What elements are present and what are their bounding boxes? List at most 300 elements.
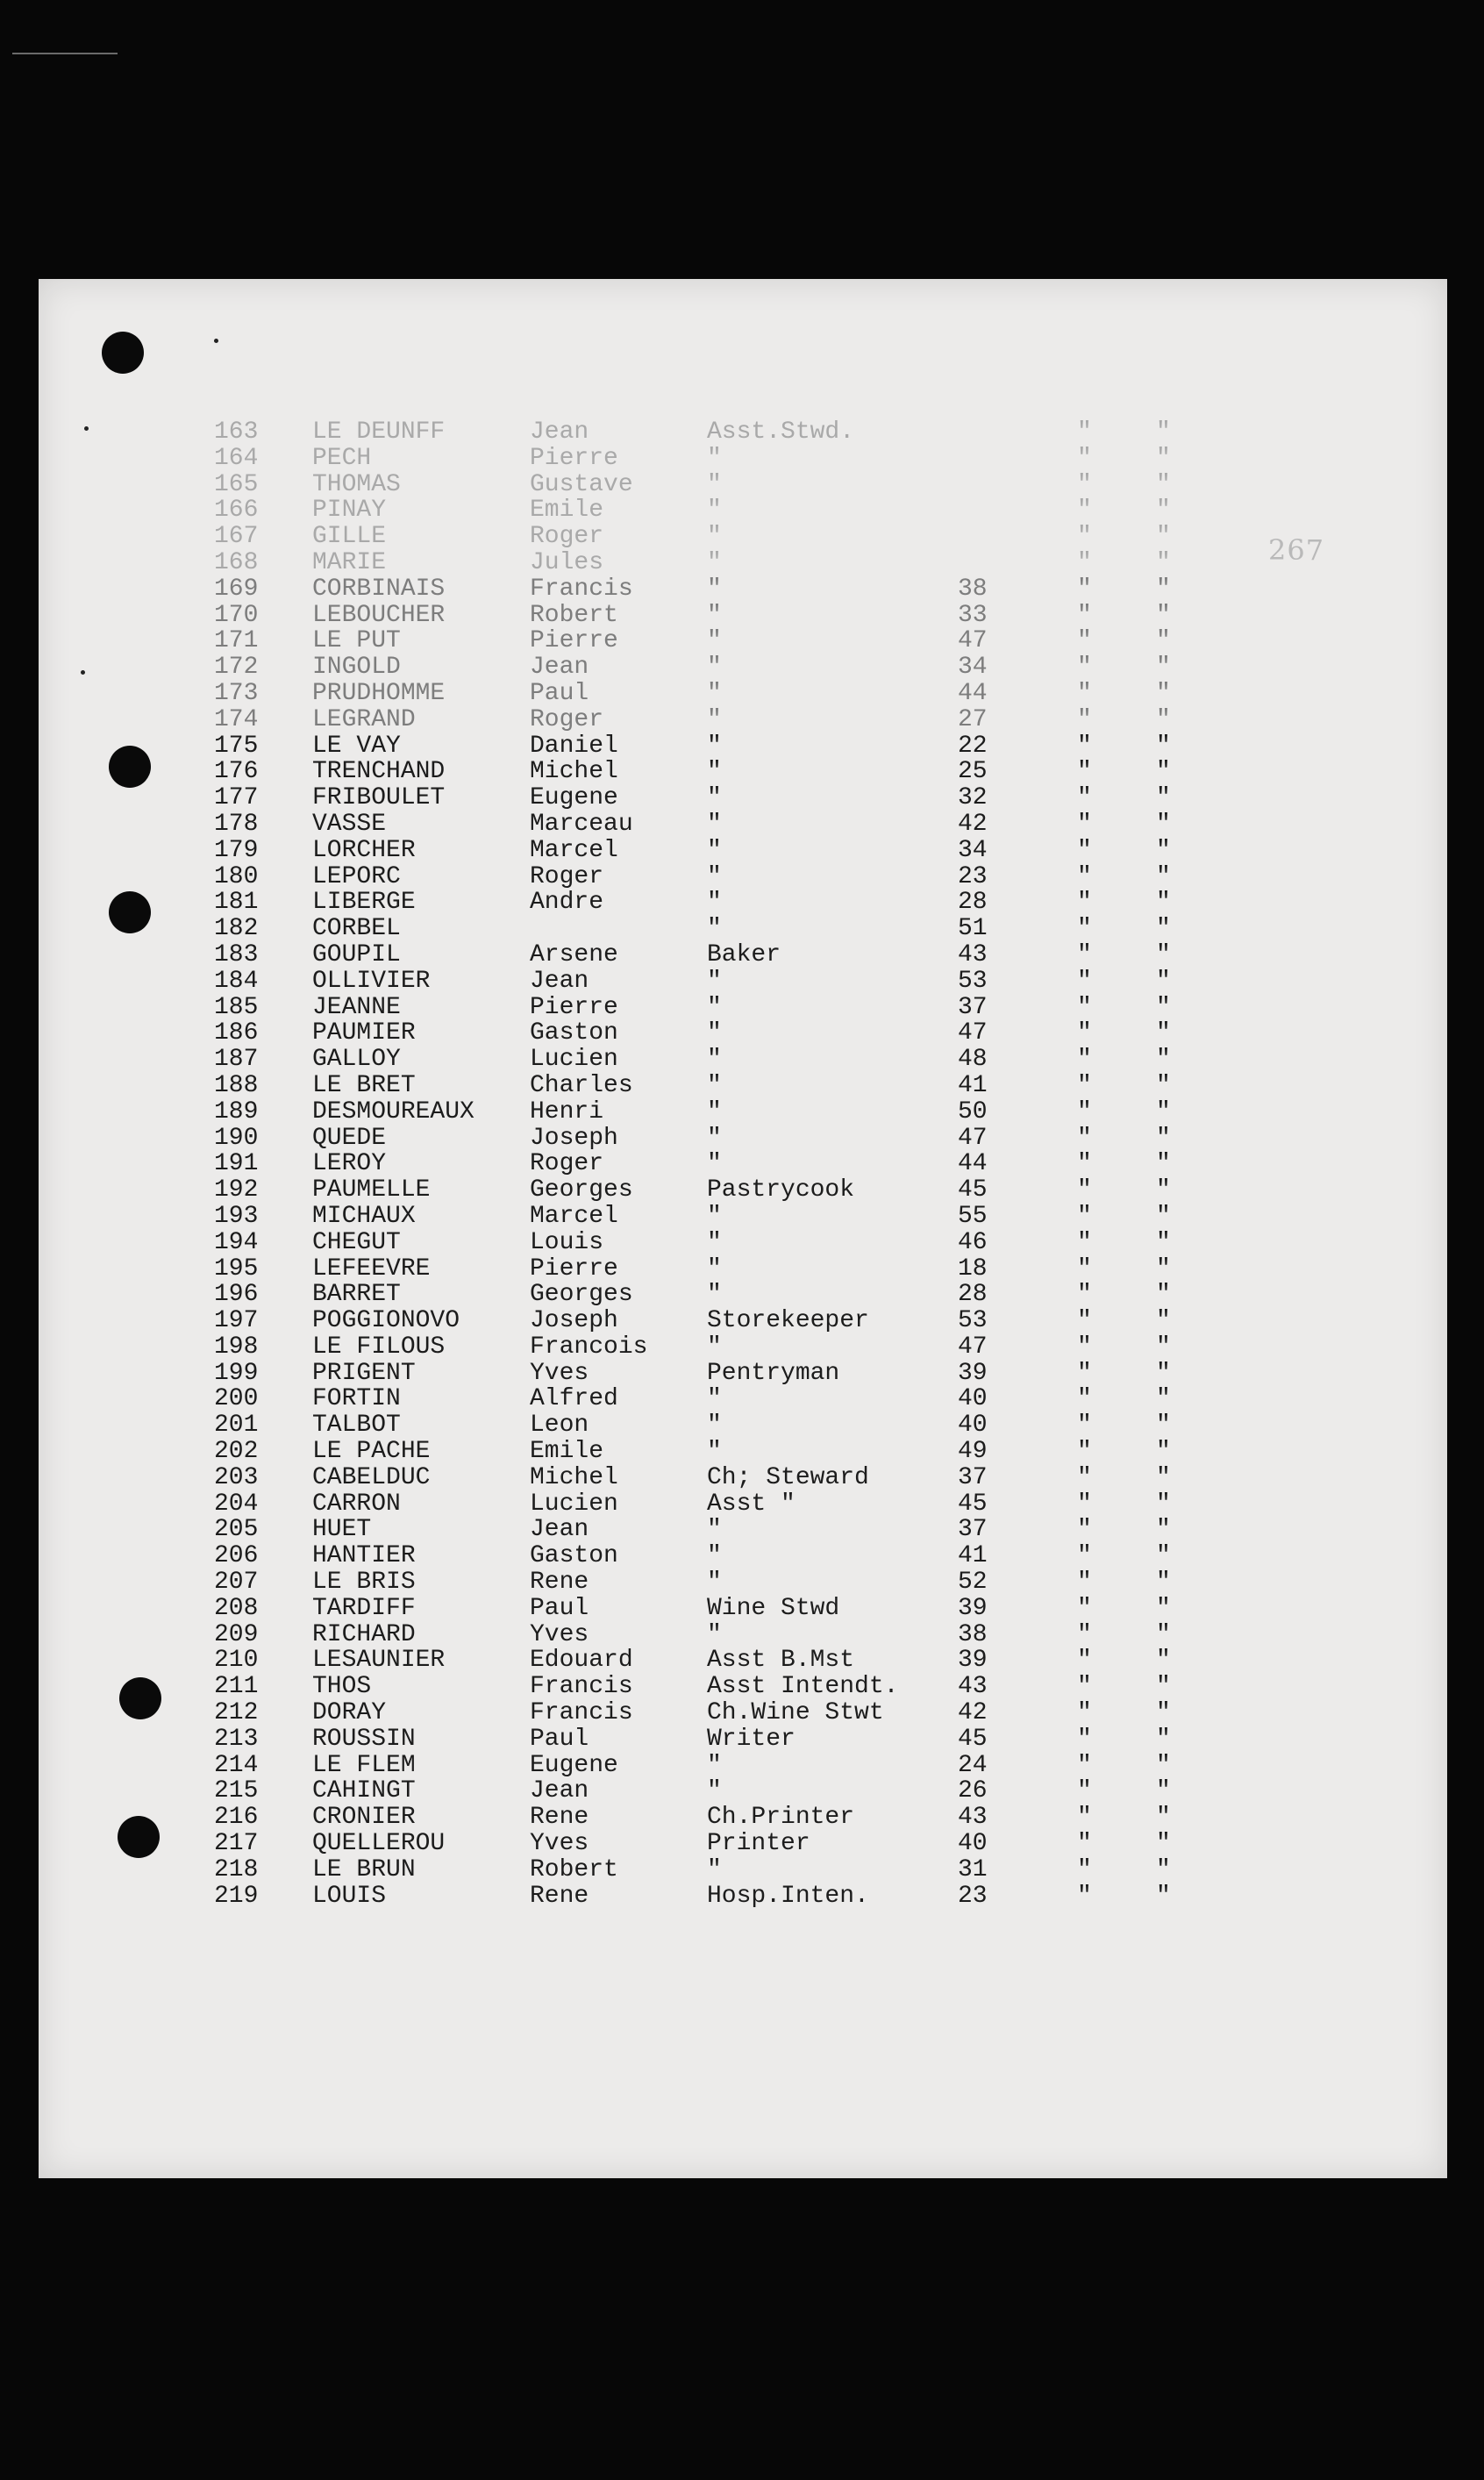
given-name: Andre xyxy=(530,889,604,917)
ditto-mark-1: " xyxy=(1077,1333,1092,1361)
roster-row xyxy=(39,1805,1447,1831)
entry-number: 198 xyxy=(214,1333,259,1361)
age: 50 xyxy=(958,1097,988,1126)
age: 23 xyxy=(958,1882,988,1910)
occupation: " xyxy=(707,758,722,786)
age: 28 xyxy=(958,889,988,917)
given-name: Roger xyxy=(530,705,604,733)
ditto-mark-2: " xyxy=(1156,1542,1171,1570)
ditto-mark-2: " xyxy=(1156,1150,1171,1178)
ditto-mark-1: " xyxy=(1077,1150,1092,1178)
given-name: Roger xyxy=(530,1150,604,1178)
roster-row xyxy=(39,1126,1447,1152)
occupation: Asst B.Mst xyxy=(707,1647,855,1675)
occupation: " xyxy=(707,967,722,995)
entry-number: 171 xyxy=(214,627,259,655)
ditto-mark-2: " xyxy=(1156,1228,1171,1256)
occupation: " xyxy=(707,1569,722,1597)
age: 45 xyxy=(958,1725,988,1753)
given-name: Jean xyxy=(530,1777,589,1805)
surname: GOUPIL xyxy=(312,940,401,968)
ditto-mark-2: " xyxy=(1156,784,1171,812)
roster-row xyxy=(39,681,1447,707)
ditto-mark-1: " xyxy=(1077,548,1092,576)
ditto-mark-1: " xyxy=(1077,654,1092,682)
occupation: " xyxy=(707,1281,722,1309)
surname: MICHAUX xyxy=(312,1202,416,1230)
roster-row xyxy=(39,1386,1447,1412)
given-name: Georges xyxy=(530,1176,633,1204)
ditto-mark-2: " xyxy=(1156,1463,1171,1491)
roster-row xyxy=(39,1726,1447,1753)
occupation: " xyxy=(707,1620,722,1648)
ditto-mark-2: " xyxy=(1156,1673,1171,1701)
roster-row xyxy=(39,1465,1447,1491)
occupation: " xyxy=(707,1071,722,1099)
occupation: Printer xyxy=(707,1830,810,1858)
given-name: Marcel xyxy=(530,1202,618,1230)
entry-number: 195 xyxy=(214,1254,259,1283)
ditto-mark-2: " xyxy=(1156,1490,1171,1518)
occupation: " xyxy=(707,732,722,760)
ditto-mark-1: " xyxy=(1077,705,1092,733)
occupation: Ch.Wine Stwt xyxy=(707,1699,884,1727)
age: 32 xyxy=(958,784,988,812)
surname: LEFEEVRE xyxy=(312,1254,431,1283)
age: 47 xyxy=(958,1019,988,1047)
age: 26 xyxy=(958,1777,988,1805)
roster-row xyxy=(39,1700,1447,1726)
entry-number: 209 xyxy=(214,1620,259,1648)
roster-row xyxy=(39,838,1447,864)
entry-number: 181 xyxy=(214,889,259,917)
ditto-mark-1: " xyxy=(1077,1647,1092,1675)
roster-row xyxy=(39,1543,1447,1569)
ditto-mark-1: " xyxy=(1077,1594,1092,1622)
age: 43 xyxy=(958,940,988,968)
entry-number: 184 xyxy=(214,967,259,995)
ditto-mark-1: " xyxy=(1077,1542,1092,1570)
ditto-mark-2: " xyxy=(1156,1777,1171,1805)
scan-edge-mark xyxy=(12,53,118,54)
surname: LEGRAND xyxy=(312,705,416,733)
ditto-mark-1: " xyxy=(1077,1176,1092,1204)
ditto-mark-2: " xyxy=(1156,1097,1171,1126)
given-name: Paul xyxy=(530,1594,589,1622)
ditto-mark-1: " xyxy=(1077,1124,1092,1152)
occupation: " xyxy=(707,1097,722,1126)
ditto-mark-1: " xyxy=(1077,993,1092,1021)
ditto-mark-2: " xyxy=(1156,993,1171,1021)
given-name: Eugene xyxy=(530,1751,618,1779)
surname: LEROY xyxy=(312,1150,387,1178)
ditto-mark-2: " xyxy=(1156,1359,1171,1387)
given-name: Leon xyxy=(530,1412,589,1440)
occupation: " xyxy=(707,679,722,707)
occupation: " xyxy=(707,470,722,498)
entry-number: 192 xyxy=(214,1176,259,1204)
roster-row xyxy=(39,1151,1447,1177)
age: 41 xyxy=(958,1071,988,1099)
roster-row xyxy=(39,1256,1447,1283)
entry-number: 189 xyxy=(214,1097,259,1126)
ditto-mark-2: " xyxy=(1156,1438,1171,1466)
ditto-mark-2: " xyxy=(1156,1594,1171,1622)
age: 27 xyxy=(958,705,988,733)
age: 33 xyxy=(958,601,988,629)
ditto-mark-1: " xyxy=(1077,1725,1092,1753)
ditto-mark-1: " xyxy=(1077,1777,1092,1805)
roster-row xyxy=(39,472,1447,498)
occupation: " xyxy=(707,810,722,838)
roster-row xyxy=(39,1308,1447,1334)
surname: CABELDUC xyxy=(312,1463,431,1491)
ditto-mark-2: " xyxy=(1156,705,1171,733)
roster-row xyxy=(39,1517,1447,1543)
ditto-mark-1: " xyxy=(1077,862,1092,890)
ditto-mark-1: " xyxy=(1077,1699,1092,1727)
entry-number: 196 xyxy=(214,1281,259,1309)
ditto-mark-1: " xyxy=(1077,1097,1092,1126)
roster-row xyxy=(39,1177,1447,1204)
surname: TALBOT xyxy=(312,1412,401,1440)
age: 22 xyxy=(958,732,988,760)
occupation: " xyxy=(707,523,722,551)
surname: LEBOUCHER xyxy=(312,601,446,629)
ditto-mark-1: " xyxy=(1077,679,1092,707)
ditto-mark-1: " xyxy=(1077,1412,1092,1440)
surname: CARRON xyxy=(312,1490,401,1518)
surname: FORTIN xyxy=(312,1385,401,1413)
ditto-mark-1: " xyxy=(1077,1385,1092,1413)
ditto-mark-1: " xyxy=(1077,732,1092,760)
binder-hole-1 xyxy=(102,332,144,374)
entry-number: 166 xyxy=(214,497,259,525)
surname: LE FLEM xyxy=(312,1751,416,1779)
ditto-mark-2: " xyxy=(1156,444,1171,472)
occupation: " xyxy=(707,1385,722,1413)
ditto-mark-1: " xyxy=(1077,1281,1092,1309)
ditto-mark-1: " xyxy=(1077,1307,1092,1335)
roster-row xyxy=(39,707,1447,733)
ditto-mark-1: " xyxy=(1077,1751,1092,1779)
given-name: Jean xyxy=(530,967,589,995)
ditto-mark-2: " xyxy=(1156,1333,1171,1361)
occupation: " xyxy=(707,1542,722,1570)
roster-row xyxy=(39,942,1447,968)
age: 38 xyxy=(958,1620,988,1648)
entry-number: 169 xyxy=(214,575,259,603)
surname: CHEGUT xyxy=(312,1228,401,1256)
age: 42 xyxy=(958,1699,988,1727)
roster-row xyxy=(39,968,1447,995)
ditto-mark-2: " xyxy=(1156,1569,1171,1597)
surname: JEANNE xyxy=(312,993,401,1021)
age: 24 xyxy=(958,1751,988,1779)
age: 31 xyxy=(958,1855,988,1883)
roster-row xyxy=(39,1753,1447,1779)
entry-number: 190 xyxy=(214,1124,259,1152)
given-name: Francis xyxy=(530,1673,633,1701)
roster-row xyxy=(39,811,1447,838)
occupation: Asst.Stwd. xyxy=(707,418,855,446)
ditto-mark-1: " xyxy=(1077,784,1092,812)
given-name: Pierre xyxy=(530,1254,618,1283)
page-number-stamp: 267 xyxy=(1268,533,1325,567)
entry-number: 185 xyxy=(214,993,259,1021)
roster-row xyxy=(39,1647,1447,1674)
roster-row xyxy=(39,1622,1447,1648)
ditto-mark-2: " xyxy=(1156,1412,1171,1440)
given-name: Yves xyxy=(530,1620,589,1648)
surname: LESAUNIER xyxy=(312,1647,446,1675)
roster-row xyxy=(39,1831,1447,1857)
age: 44 xyxy=(958,1150,988,1178)
occupation: Ch; Steward xyxy=(707,1463,869,1491)
roster-row xyxy=(39,1883,1447,1910)
occupation: Pastrycook xyxy=(707,1176,855,1204)
given-name: Francis xyxy=(530,575,633,603)
entry-number: 170 xyxy=(214,601,259,629)
ditto-mark-2: " xyxy=(1156,627,1171,655)
surname: LORCHER xyxy=(312,836,416,864)
ditto-mark-2: " xyxy=(1156,1307,1171,1335)
entry-number: 163 xyxy=(214,418,259,446)
ditto-mark-2: " xyxy=(1156,1647,1171,1675)
ditto-mark-2: " xyxy=(1156,654,1171,682)
entry-number: 217 xyxy=(214,1830,259,1858)
roster-row xyxy=(39,785,1447,811)
age: 39 xyxy=(958,1359,988,1387)
ditto-mark-2: " xyxy=(1156,732,1171,760)
age: 37 xyxy=(958,1516,988,1544)
surname: VASSE xyxy=(312,810,387,838)
ditto-mark-2: " xyxy=(1156,418,1171,446)
ditto-mark-1: " xyxy=(1077,1019,1092,1047)
ditto-mark-2: " xyxy=(1156,1019,1171,1047)
ditto-mark-2: " xyxy=(1156,1516,1171,1544)
entry-number: 173 xyxy=(214,679,259,707)
ditto-mark-1: " xyxy=(1077,523,1092,551)
ditto-mark-1: " xyxy=(1077,1046,1092,1074)
ditto-mark-1: " xyxy=(1077,836,1092,864)
given-name: Paul xyxy=(530,679,589,707)
given-name: Gaston xyxy=(530,1019,618,1047)
entry-number: 178 xyxy=(214,810,259,838)
age: 53 xyxy=(958,967,988,995)
given-name: Rene xyxy=(530,1882,589,1910)
roster-row xyxy=(39,916,1447,942)
ditto-mark-1: " xyxy=(1077,1855,1092,1883)
surname: PRUDHOMME xyxy=(312,679,446,707)
age: 40 xyxy=(958,1385,988,1413)
occupation: " xyxy=(707,705,722,733)
occupation: Writer xyxy=(707,1725,796,1753)
ditto-mark-1: " xyxy=(1077,1673,1092,1701)
surname: LE PUT xyxy=(312,627,401,655)
age: 55 xyxy=(958,1202,988,1230)
given-name: Eugene xyxy=(530,784,618,812)
surname: GILLE xyxy=(312,523,387,551)
ditto-mark-1: " xyxy=(1077,1490,1092,1518)
roster-row xyxy=(39,733,1447,760)
surname: LEPORC xyxy=(312,862,401,890)
ditto-mark-2: " xyxy=(1156,1202,1171,1230)
occupation: " xyxy=(707,1124,722,1152)
surname: LIBERGE xyxy=(312,889,416,917)
occupation: " xyxy=(707,497,722,525)
surname: LE PACHE xyxy=(312,1438,431,1466)
age: 37 xyxy=(958,993,988,1021)
occupation: " xyxy=(707,889,722,917)
ditto-mark-2: " xyxy=(1156,497,1171,525)
ditto-mark-2: " xyxy=(1156,810,1171,838)
entry-number: 182 xyxy=(214,915,259,943)
surname: THOS xyxy=(312,1673,372,1701)
occupation: " xyxy=(707,548,722,576)
age: 18 xyxy=(958,1254,988,1283)
entry-number: 193 xyxy=(214,1202,259,1230)
surname: PAUMIER xyxy=(312,1019,416,1047)
occupation: " xyxy=(707,1412,722,1440)
ditto-mark-2: " xyxy=(1156,1071,1171,1099)
roster-row xyxy=(39,576,1447,603)
roster-row xyxy=(39,1020,1447,1047)
ditto-mark-2: " xyxy=(1156,601,1171,629)
age: 48 xyxy=(958,1046,988,1074)
roster-row xyxy=(39,1230,1447,1256)
occupation: " xyxy=(707,1019,722,1047)
given-name: Jean xyxy=(530,654,589,682)
entry-number: 212 xyxy=(214,1699,259,1727)
ditto-mark-2: " xyxy=(1156,1281,1171,1309)
entry-number: 216 xyxy=(214,1804,259,1832)
age: 47 xyxy=(958,1333,988,1361)
given-name: Alfred xyxy=(530,1385,618,1413)
roster-row xyxy=(39,1073,1447,1099)
surname: TARDIFF xyxy=(312,1594,416,1622)
ditto-mark-2: " xyxy=(1156,1804,1171,1832)
entry-number: 199 xyxy=(214,1359,259,1387)
age: 45 xyxy=(958,1490,988,1518)
surname: ROUSSIN xyxy=(312,1725,416,1753)
entry-number: 176 xyxy=(214,758,259,786)
ditto-mark-2: " xyxy=(1156,1124,1171,1152)
age: 34 xyxy=(958,654,988,682)
ditto-mark-2: " xyxy=(1156,548,1171,576)
given-name: Emile xyxy=(530,497,604,525)
age: 23 xyxy=(958,862,988,890)
surname: LE BRUN xyxy=(312,1855,416,1883)
paper-sheet xyxy=(39,279,1447,2178)
occupation: Asst Intendt. xyxy=(707,1673,899,1701)
ditto-mark-2: " xyxy=(1156,1882,1171,1910)
entry-number: 174 xyxy=(214,705,259,733)
given-name: Roger xyxy=(530,523,604,551)
ditto-mark-2: " xyxy=(1156,523,1171,551)
age: 38 xyxy=(958,575,988,603)
age: 49 xyxy=(958,1438,988,1466)
occupation: " xyxy=(707,1333,722,1361)
given-name: Jean xyxy=(530,418,589,446)
ditto-mark-2: " xyxy=(1156,679,1171,707)
occupation: " xyxy=(707,1516,722,1544)
occupation: Ch.Printer xyxy=(707,1804,855,1832)
given-name: Henri xyxy=(530,1097,604,1126)
ditto-mark-1: " xyxy=(1077,758,1092,786)
occupation: Asst " xyxy=(707,1490,796,1518)
occupation: " xyxy=(707,601,722,629)
roster-row xyxy=(39,1282,1447,1308)
entry-number: 197 xyxy=(214,1307,259,1335)
occupation: " xyxy=(707,1202,722,1230)
ditto-mark-1: " xyxy=(1077,889,1092,917)
roster-row xyxy=(39,1778,1447,1805)
ditto-mark-1: " xyxy=(1077,470,1092,498)
ditto-mark-1: " xyxy=(1077,575,1092,603)
entry-number: 201 xyxy=(214,1412,259,1440)
occupation: " xyxy=(707,1855,722,1883)
roster-row xyxy=(39,1596,1447,1622)
entry-number: 213 xyxy=(214,1725,259,1753)
roster-row xyxy=(39,1204,1447,1230)
occupation: " xyxy=(707,1046,722,1074)
age: 43 xyxy=(958,1673,988,1701)
ditto-mark-2: " xyxy=(1156,1855,1171,1883)
entry-number: 205 xyxy=(214,1516,259,1544)
age: 42 xyxy=(958,810,988,838)
occupation: " xyxy=(707,993,722,1021)
roster-row xyxy=(39,890,1447,916)
occupation: " xyxy=(707,915,722,943)
entry-number: 172 xyxy=(214,654,259,682)
given-name: Marcel xyxy=(530,836,618,864)
ditto-mark-1: " xyxy=(1077,810,1092,838)
ditto-mark-2: " xyxy=(1156,1046,1171,1074)
ditto-mark-2: " xyxy=(1156,967,1171,995)
occupation: " xyxy=(707,784,722,812)
ditto-mark-2: " xyxy=(1156,915,1171,943)
given-name: Lucien xyxy=(530,1046,618,1074)
age: 41 xyxy=(958,1542,988,1570)
entry-number: 211 xyxy=(214,1673,259,1701)
ditto-mark-2: " xyxy=(1156,836,1171,864)
occupation: " xyxy=(707,862,722,890)
ditto-mark-1: " xyxy=(1077,418,1092,446)
ditto-mark-1: " xyxy=(1077,1202,1092,1230)
entry-number: 215 xyxy=(214,1777,259,1805)
occupation: Storekeeper xyxy=(707,1307,869,1335)
surname: OLLIVIER xyxy=(312,967,431,995)
ditto-mark-1: " xyxy=(1077,1071,1092,1099)
given-name: Yves xyxy=(530,1359,589,1387)
occupation: " xyxy=(707,1254,722,1283)
age: 44 xyxy=(958,679,988,707)
given-name: Arsene xyxy=(530,940,618,968)
ditto-mark-2: " xyxy=(1156,940,1171,968)
given-name: Pierre xyxy=(530,627,618,655)
roster-row xyxy=(39,1857,1447,1883)
roster-row xyxy=(39,497,1447,524)
occupation: " xyxy=(707,627,722,655)
entry-number: 180 xyxy=(214,862,259,890)
entry-number: 204 xyxy=(214,1490,259,1518)
occupation: " xyxy=(707,836,722,864)
entry-number: 165 xyxy=(214,470,259,498)
age: 46 xyxy=(958,1228,988,1256)
surname: LE BRIS xyxy=(312,1569,416,1597)
entry-number: 188 xyxy=(214,1071,259,1099)
